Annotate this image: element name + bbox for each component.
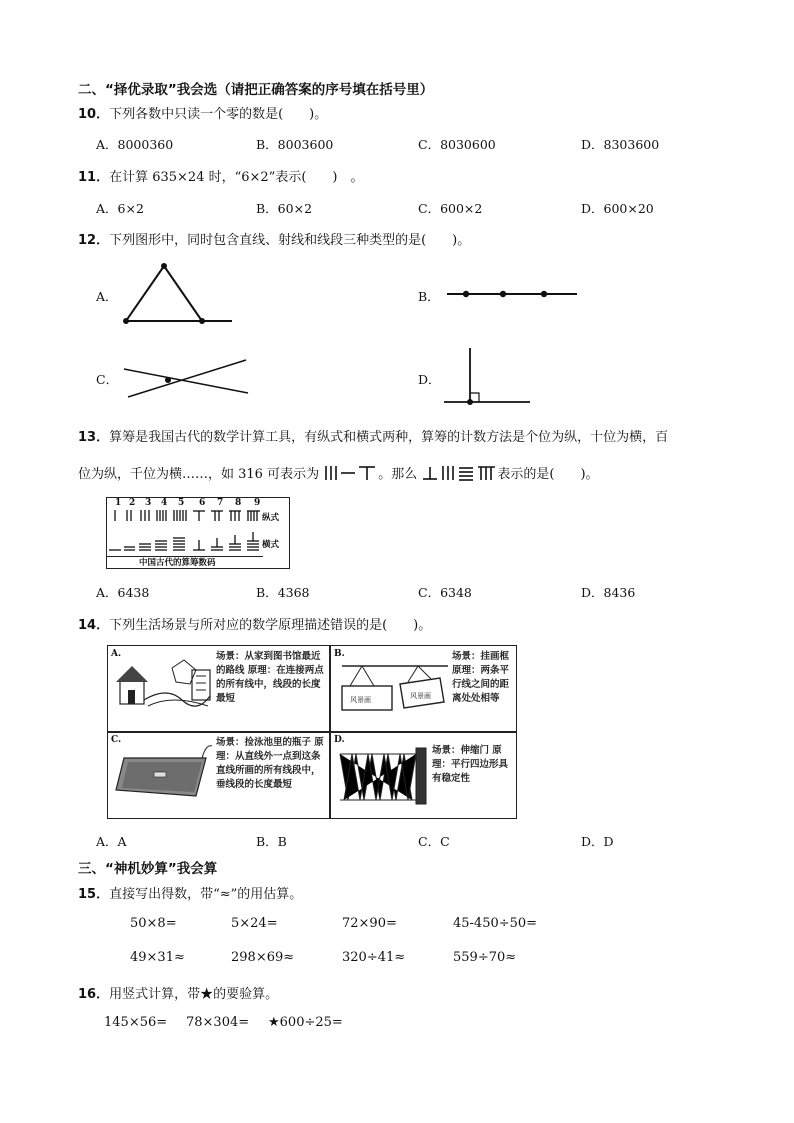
question-15 xyxy=(78,883,302,902)
q12-option-b[interactable]: B． xyxy=(418,289,440,304)
question-text: 。那么 xyxy=(378,467,418,482)
question-text: 下列生活场景与所对应的数学原理描述错误的是( )。 xyxy=(109,618,432,633)
svg-text:风景画: 风景画 xyxy=(410,692,431,700)
vertical-calc-item: 78×304= xyxy=(186,1015,250,1030)
q10-option-a[interactable]: A．8000360 xyxy=(96,137,174,152)
figure-triangle xyxy=(118,260,238,328)
q12-option-c[interactable]: C． xyxy=(96,372,119,387)
scenario-grid xyxy=(107,645,517,819)
q12-option-a[interactable]: A． xyxy=(96,289,118,304)
cell-c-tag: C. xyxy=(111,735,122,745)
q13-option-b[interactable]: B．4368 xyxy=(256,585,310,600)
question-10 xyxy=(78,103,327,122)
question-number: 14． xyxy=(78,618,110,633)
rod-numeral-316-icon xyxy=(323,465,378,481)
question-number: 13． xyxy=(78,430,110,445)
q10-option-d[interactable]: D．8303600 xyxy=(581,137,660,152)
cell-d-text: 场景：伸缩门 原理：平行四边形具有稳定性 xyxy=(432,745,509,784)
house-library-picture xyxy=(112,656,212,726)
vertical-calc-item: ★600÷25= xyxy=(268,1015,343,1030)
question-13 xyxy=(78,426,668,445)
q13-option-d[interactable]: D．8436 xyxy=(581,585,636,600)
q14-option-c[interactable]: C．C xyxy=(418,834,450,849)
section-3-title: 三、“神机妙算”我会算 xyxy=(78,861,218,877)
q11-option-c[interactable]: C．600×2 xyxy=(418,201,483,216)
rod-glyphs xyxy=(107,508,262,554)
question-13-line2 xyxy=(78,463,599,482)
question-text: 位为纵，千位为横……，如 316 可表示为 xyxy=(78,467,320,482)
calc-item: 72×90= xyxy=(342,916,397,931)
question-number: 10． xyxy=(78,107,110,122)
horizontal-form-label: 横式 xyxy=(262,540,280,550)
table-caption: 中国古代的算筹数码 xyxy=(139,558,216,568)
figure-perpendicular xyxy=(440,345,535,410)
calc-item: 5×24= xyxy=(231,916,278,931)
question-16 xyxy=(78,983,278,1002)
q14-option-a[interactable]: A．A xyxy=(96,834,127,849)
question-text: 下列图形中，同时包含直线、射线和线段三种类型的是( )。 xyxy=(109,233,471,248)
q14-option-b[interactable]: B．B xyxy=(256,834,287,849)
figure-line-points xyxy=(445,285,580,303)
cell-b-text: 场景：挂画框 原理：两条平行线之间的距离处处相等 xyxy=(452,651,510,704)
question-text: 直接写出得数，带“≈”的用估算。 xyxy=(109,887,303,902)
question-14 xyxy=(78,614,431,633)
cell-a-tag: A. xyxy=(111,649,122,659)
cell-a-text: 场景：从家到图书馆最近的路线 原理：在连接两点的所有线中，线段的长度最短 xyxy=(216,651,324,704)
question-text-line1: 算筹是我国古代的数学计算工具，有纵式和横式两种，算筹的计数方法是个位为纵，十位为横，百 xyxy=(109,430,669,445)
section-2-title: 二、“择优录取”我会选（请把正确答案的序号填在括号里） xyxy=(78,82,434,98)
q11-option-a[interactable]: A．6×2 xyxy=(96,201,144,216)
q10-option-b[interactable]: B．8003600 xyxy=(256,137,334,152)
question-number: 16． xyxy=(78,987,110,1002)
q11-option-d[interactable]: D．600×20 xyxy=(581,201,654,216)
figure-crossing-lines xyxy=(120,352,252,402)
question-text: 用竖式计算，带★的要验算。 xyxy=(109,987,279,1002)
retractable-gate-picture xyxy=(338,744,430,814)
vertical-calc-item: 145×56= xyxy=(104,1015,168,1030)
q14-option-d[interactable]: D．D xyxy=(581,834,614,849)
calc-item: 298×69≈ xyxy=(231,950,295,965)
q13-option-c[interactable]: C．6348 xyxy=(418,585,472,600)
cell-d-tag: D. xyxy=(334,735,345,745)
q10-option-c[interactable]: C．8030600 xyxy=(418,137,496,152)
calc-item: 559÷70≈ xyxy=(453,950,517,965)
question-12 xyxy=(78,229,470,248)
question-11 xyxy=(78,166,363,185)
q11-option-b[interactable]: B．60×2 xyxy=(256,201,313,216)
calc-item: 49×31≈ xyxy=(130,950,185,965)
q12-option-d[interactable]: D． xyxy=(418,372,441,387)
cell-c-text: 场景：捡泳池里的瓶子 原理：从直线外一点到这条直线所画的所有线段中，垂线段的长度最短 xyxy=(216,737,324,790)
svg-text:风景画: 风景画 xyxy=(350,696,371,704)
question-number: 15． xyxy=(78,887,110,902)
question-text: 在计算 635×24 时，“6×2”表示( ) 。 xyxy=(109,170,364,185)
rod-numeral-question-icon xyxy=(421,465,497,481)
counting-rod-table: 1 2 3 4 5 6 7 8 9 纵式 横式 中国古代的算筹数码 xyxy=(106,497,290,569)
question-number: 11． xyxy=(78,170,110,185)
q13-option-a[interactable]: A．6438 xyxy=(96,585,150,600)
vertical-form-label: 纵式 xyxy=(262,513,280,523)
calc-item: 50×8= xyxy=(130,916,177,931)
picture-frames-picture xyxy=(340,660,450,720)
question-text: 下列各数中只读一个零的数是( )。 xyxy=(109,107,328,122)
question-text: 表示的是( )。 xyxy=(497,467,599,482)
calc-item: 45-450÷50= xyxy=(453,916,538,931)
question-number: 12． xyxy=(78,233,110,248)
cell-b-tag: B. xyxy=(334,649,345,659)
pool-picture xyxy=(114,738,216,808)
calc-item: 320÷41≈ xyxy=(342,950,406,965)
